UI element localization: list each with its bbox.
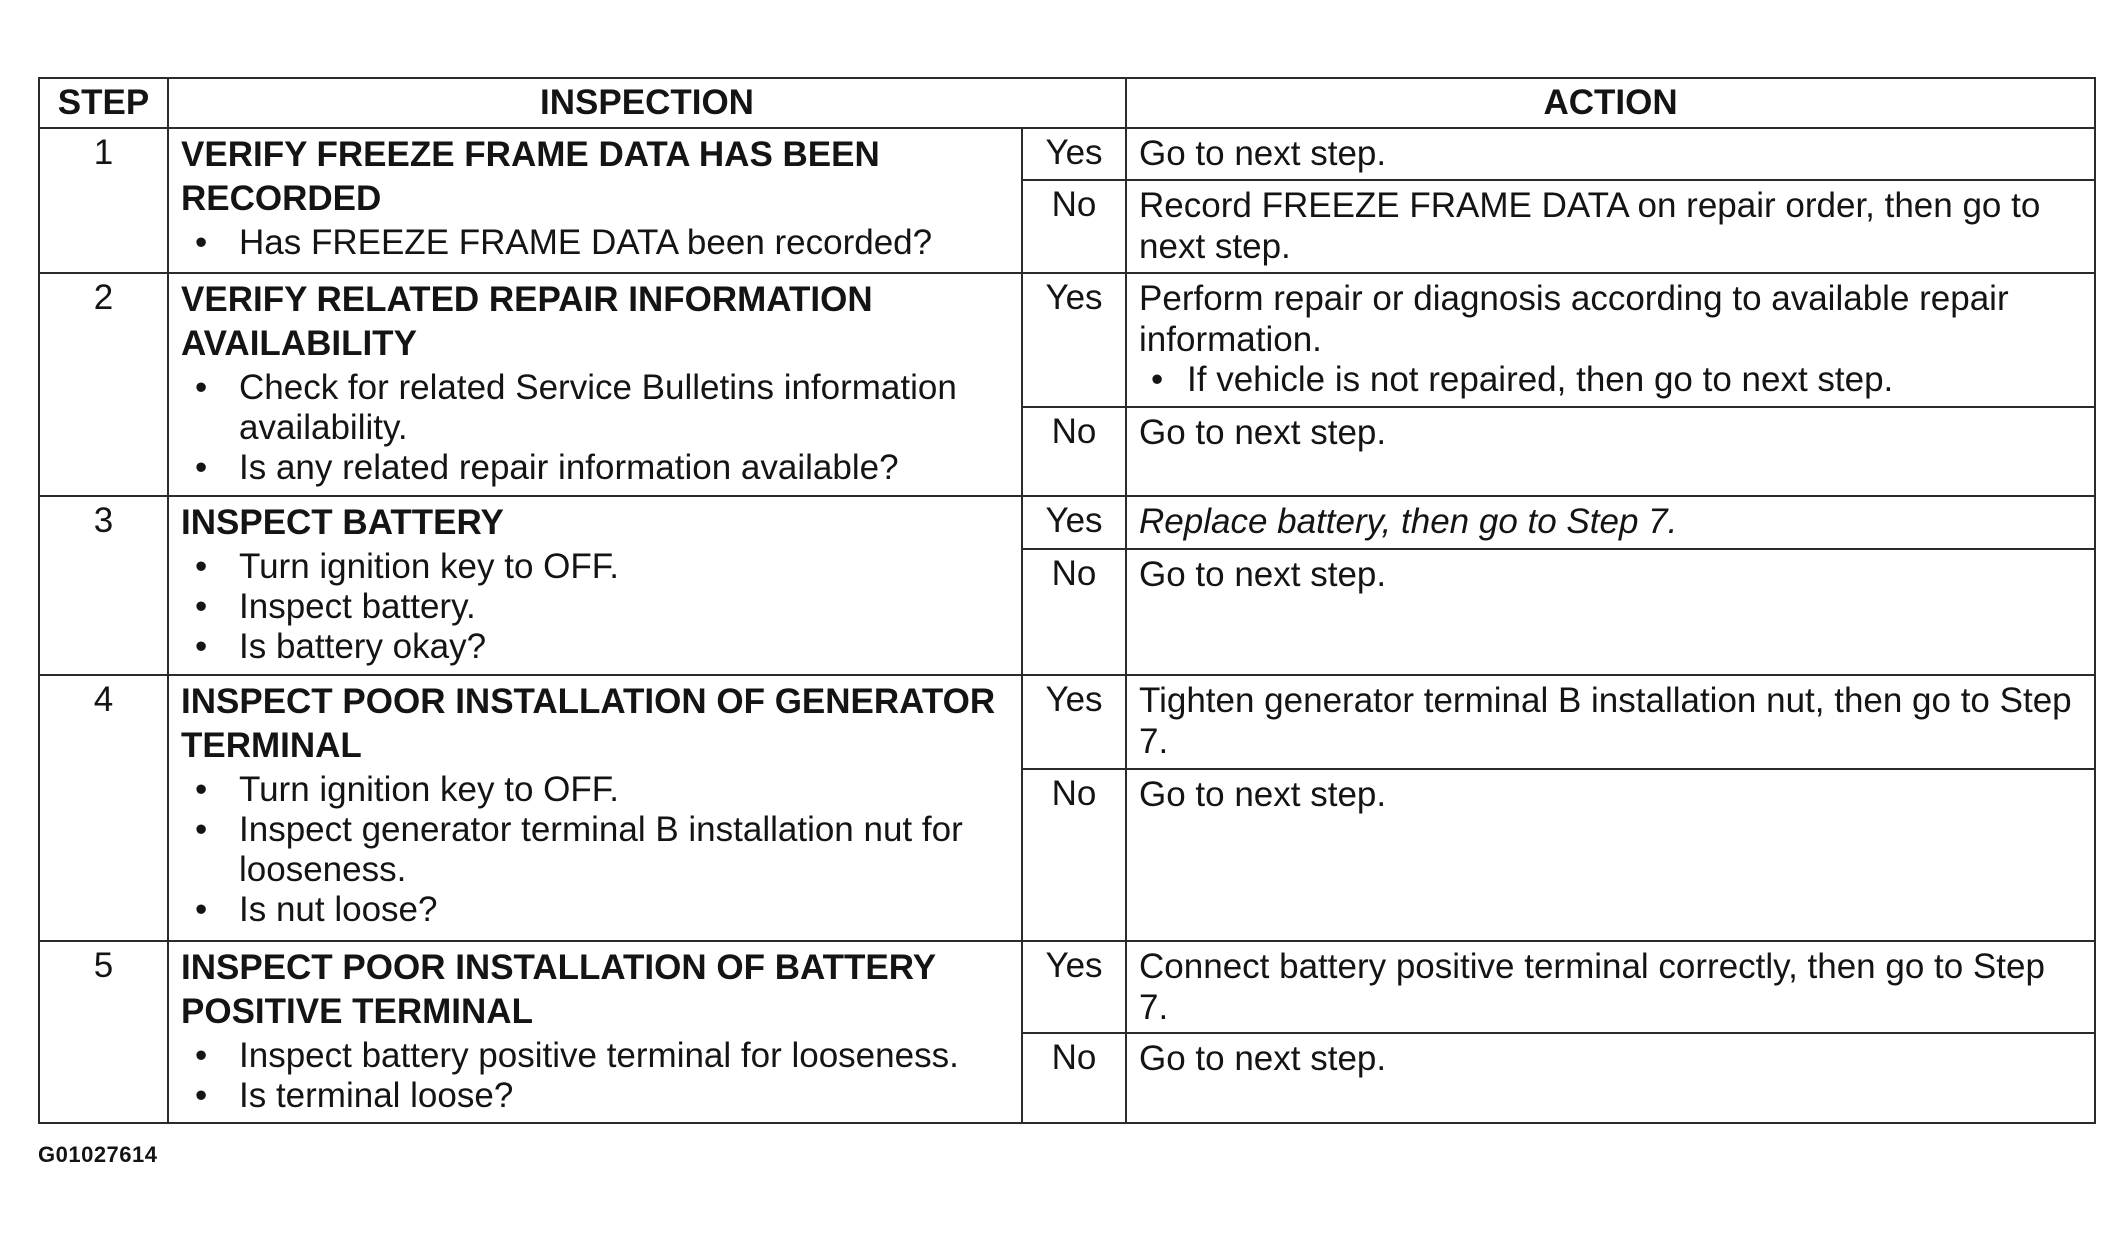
figure-code: G01027614 — [38, 1142, 158, 1167]
bullet-item: • Inspect battery positive terminal for looseness. — [181, 1036, 1009, 1076]
inspection-bullets — [181, 547, 1009, 667]
yes-action: Tighten generator terminal B installation nut, then go to Step 7. — [1126, 675, 2095, 769]
inspection-cell — [168, 128, 1022, 273]
bullet-item: • Is battery okay? — [181, 627, 1009, 667]
inspection-title: VERIFY RELATED REPAIR INFORMATION AVAILABILITY — [181, 280, 873, 363]
yes-action: Perform repair or diagnosis according to available repair information. — [1139, 279, 2009, 359]
no-action: Record FREEZE FRAME DATA on repair order, then go to next step. — [1126, 180, 2095, 273]
bullet-item: • Is any related repair information available? — [181, 448, 1009, 488]
no-label: No — [1022, 769, 1126, 941]
inspection-cell — [168, 496, 1022, 675]
no-action: Go to next step. — [1126, 769, 2095, 941]
step-1-yes-row — [39, 128, 2095, 180]
table-header-row — [39, 78, 2095, 128]
step-3-yes-row — [39, 496, 2095, 549]
inspection-cell — [168, 941, 1022, 1123]
step-column-header: STEP — [39, 78, 168, 128]
yes-action-cell — [1126, 273, 2095, 407]
no-label: No — [1022, 407, 1126, 496]
step-2-yes-row — [39, 273, 2095, 407]
bullet-item: • Has FREEZE FRAME DATA been recorded? — [181, 223, 1009, 263]
no-label: No — [1022, 549, 1126, 675]
diagnostic-procedure-table — [38, 77, 2096, 1124]
bullet-item: • Is nut loose? — [181, 890, 1009, 930]
no-label: No — [1022, 1033, 1126, 1123]
yes-label: Yes — [1022, 128, 1126, 180]
bullet-item: • Check for related Service Bulletins information availability. — [181, 368, 1009, 448]
yes-label: Yes — [1022, 496, 1126, 549]
yes-label: Yes — [1022, 273, 1126, 407]
yes-action: Replace battery, then go to Step 7. — [1126, 496, 2095, 549]
bullet-item: • Turn ignition key to OFF. — [181, 547, 1009, 587]
step-5-yes-row — [39, 941, 2095, 1033]
inspection-cell — [168, 273, 1022, 496]
action-column-header: ACTION — [1126, 78, 2095, 128]
inspection-bullets — [181, 770, 1009, 930]
inspection-title: VERIFY FREEZE FRAME DATA HAS BEEN RECORDED — [181, 135, 880, 218]
inspection-title: INSPECT BATTERY — [181, 503, 504, 542]
yes-action: Connect battery positive terminal correctly, then go to Step 7. — [1126, 941, 2095, 1033]
inspection-bullets — [181, 223, 1009, 263]
inspection-column-header: INSPECTION — [168, 78, 1126, 128]
no-action: Go to next step. — [1126, 1033, 2095, 1123]
bullet-item: • If vehicle is not repaired, then go to next step. — [1139, 360, 2082, 400]
step-number: 4 — [39, 675, 168, 941]
bullet-item: • Is terminal loose? — [181, 1076, 1009, 1116]
bullet-item: • Inspect generator terminal B installation nut for looseness. — [181, 810, 1009, 890]
step-number: 1 — [39, 128, 168, 273]
step-number: 5 — [39, 941, 168, 1123]
inspection-bullets — [181, 1036, 1009, 1116]
inspection-title: INSPECT POOR INSTALLATION OF BATTERY POSITIVE TERMINAL — [181, 948, 936, 1031]
inspection-title: INSPECT POOR INSTALLATION OF GENERATOR TERMINAL — [181, 682, 996, 765]
yes-action: Go to next step. — [1126, 128, 2095, 180]
step-number: 3 — [39, 496, 168, 675]
step-number: 2 — [39, 273, 168, 496]
inspection-cell — [168, 675, 1022, 941]
bullet-item: • Turn ignition key to OFF. — [181, 770, 1009, 810]
no-action: Go to next step. — [1126, 549, 2095, 675]
no-label: No — [1022, 180, 1126, 273]
step-4-yes-row — [39, 675, 2095, 769]
bullet-item: • Inspect battery. — [181, 587, 1009, 627]
inspection-bullets — [181, 368, 1009, 488]
action-bullets — [1139, 360, 2082, 400]
yes-label: Yes — [1022, 675, 1126, 769]
no-action: Go to next step. — [1126, 407, 2095, 496]
yes-label: Yes — [1022, 941, 1126, 1033]
